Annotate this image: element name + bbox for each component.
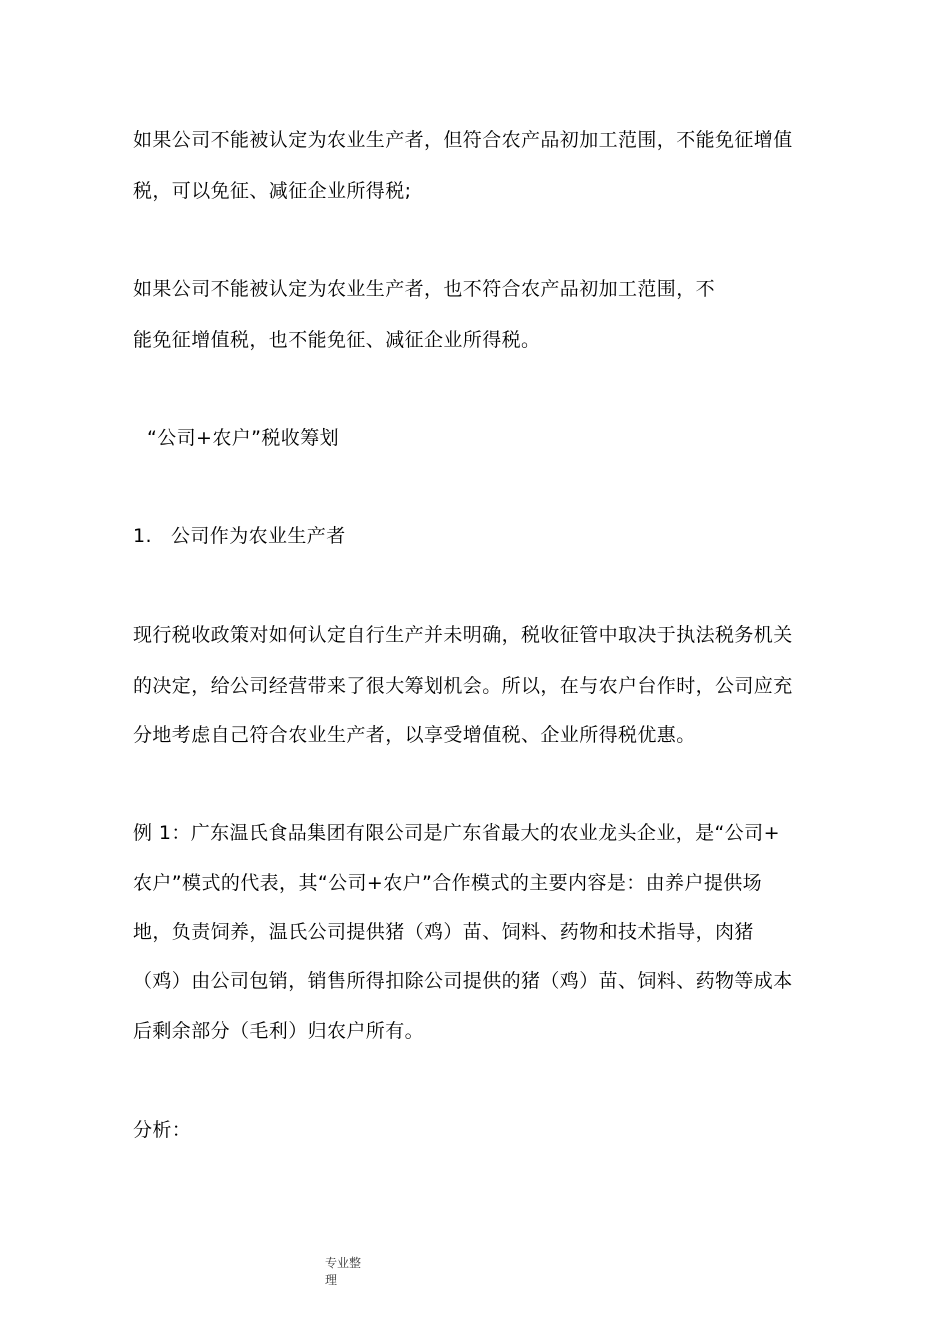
list-item-1: [133, 523, 346, 549]
list-item-1-text: 公司作为农业生产者: [171, 525, 346, 547]
section-heading: “公司+农户”税收筹划: [147, 427, 340, 449]
paragraph-4-line-3: 地，负责饲养，温氏公司提供猪（鸡）苗、饲料、药物和技术指导，肉猪: [133, 921, 754, 943]
paragraph-4-line-4: （鸡）由公司包销，销售所得扣除公司提供的猪（鸡）苗、饲料、药物等成本: [133, 970, 793, 992]
page-footer: [325, 1255, 385, 1289]
paragraph-3-line-3: 分地考虑自己符合农业生产者，以享受增值税、企业所得税优惠。: [133, 724, 696, 746]
paragraph-2-line-2: 能免征增值税，也不能免征、减征企业所得税。: [133, 329, 541, 351]
paragraph-4-line-5: 后剩余部分（毛利）归农户所有。: [133, 1020, 425, 1042]
paragraph-1-line-2: 税，可以免征、减征企业所得税;: [133, 180, 412, 202]
footer-line-2: 理: [325, 1273, 338, 1287]
footer-line-1: 专业整: [325, 1256, 362, 1270]
paragraph-4-line-2: 农户”模式的代表，其“公司+农户”合作模式的主要内容是：由养户提供场: [133, 872, 763, 894]
list-item-1-number: 1.: [133, 525, 152, 547]
paragraph-2-line-1: 如果公司不能被认定为农业生产者，也不符合农产品初加工范围，不: [133, 278, 716, 300]
paragraph-4-line-1: 例 1：广东温氏食品集团有限公司是广东省最大的农业龙头企业，是“公司+: [133, 822, 780, 844]
paragraph-1-line-1: 如果公司不能被认定为农业生产者，但符合农产品初加工范围，不能免征增值: [133, 129, 793, 151]
analysis-label: 分析：: [133, 1119, 192, 1141]
paragraph-3-line-2: 的决定，给公司经营带来了很大筹划机会。所以，在与农户台作时，公司应充: [133, 675, 793, 697]
paragraph-3-line-1: 现行税收政策对如何认定自行生产并未明确，税收征管中取决于执法税务机关: [133, 624, 793, 646]
